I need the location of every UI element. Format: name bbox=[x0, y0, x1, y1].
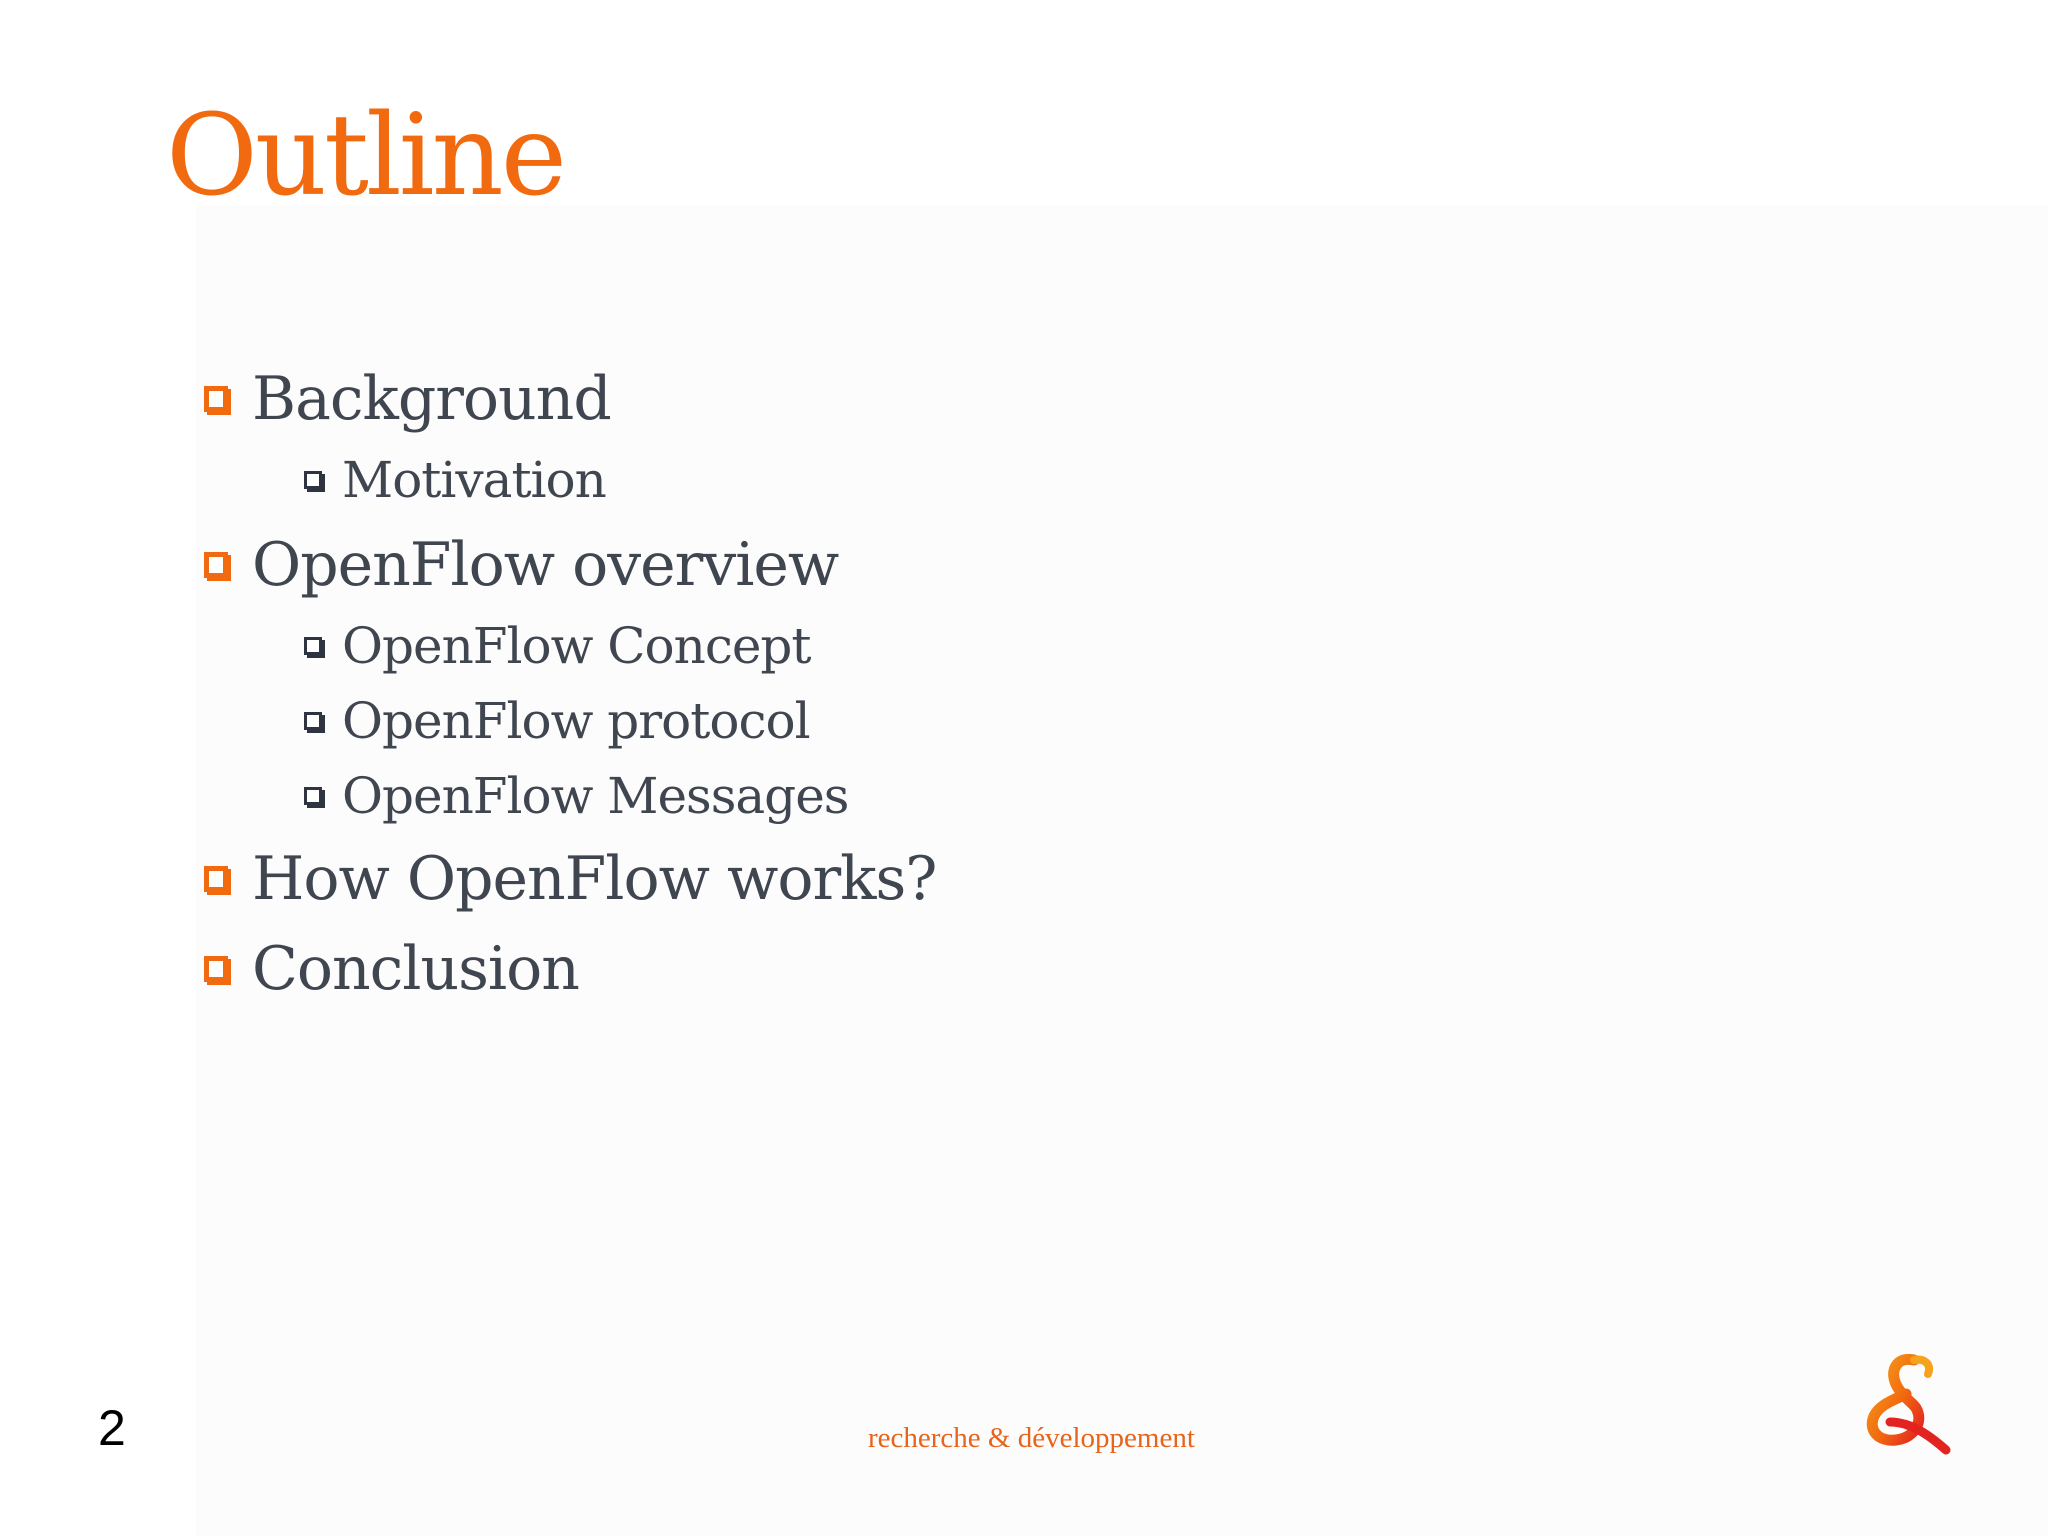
outline-item-conclusion bbox=[204, 924, 579, 1014]
footer-text: recherche & développement bbox=[868, 1422, 1195, 1454]
checkbox-bullet-icon bbox=[304, 712, 322, 730]
outline-subitem-openflow-concept bbox=[304, 610, 811, 682]
ampersand-logo-icon bbox=[1854, 1350, 1954, 1460]
outline-item-label: OpenFlow Concept bbox=[342, 617, 811, 675]
checkbox-bullet-icon bbox=[204, 956, 228, 982]
outline-item-label: OpenFlow Messages bbox=[342, 767, 849, 825]
checkbox-bullet-icon bbox=[204, 552, 228, 578]
page-number: 2 bbox=[98, 1400, 126, 1456]
checkbox-bullet-icon bbox=[304, 471, 322, 489]
checkbox-bullet-icon bbox=[204, 386, 228, 412]
outline-item-label: Background bbox=[252, 364, 611, 434]
outline-item-label: Conclusion bbox=[252, 934, 579, 1004]
checkbox-bullet-icon bbox=[304, 787, 322, 805]
outline-item-how-openflow-works bbox=[204, 834, 936, 924]
outline-item-label: How OpenFlow works? bbox=[252, 844, 937, 914]
outline-item-background bbox=[204, 354, 611, 444]
outline-subitem-openflow-messages bbox=[304, 760, 848, 832]
outline-item-label: OpenFlow overview bbox=[252, 530, 839, 600]
checkbox-bullet-icon bbox=[204, 866, 228, 892]
outline-item-label: Motivation bbox=[342, 451, 606, 509]
slide-title: Outline bbox=[166, 91, 565, 221]
outline-item-openflow-overview bbox=[204, 520, 838, 610]
outline-item-label: OpenFlow protocol bbox=[342, 692, 810, 750]
outline-subitem-openflow-protocol bbox=[304, 685, 810, 757]
checkbox-bullet-icon bbox=[304, 637, 322, 655]
outline-subitem-motivation bbox=[304, 444, 606, 516]
